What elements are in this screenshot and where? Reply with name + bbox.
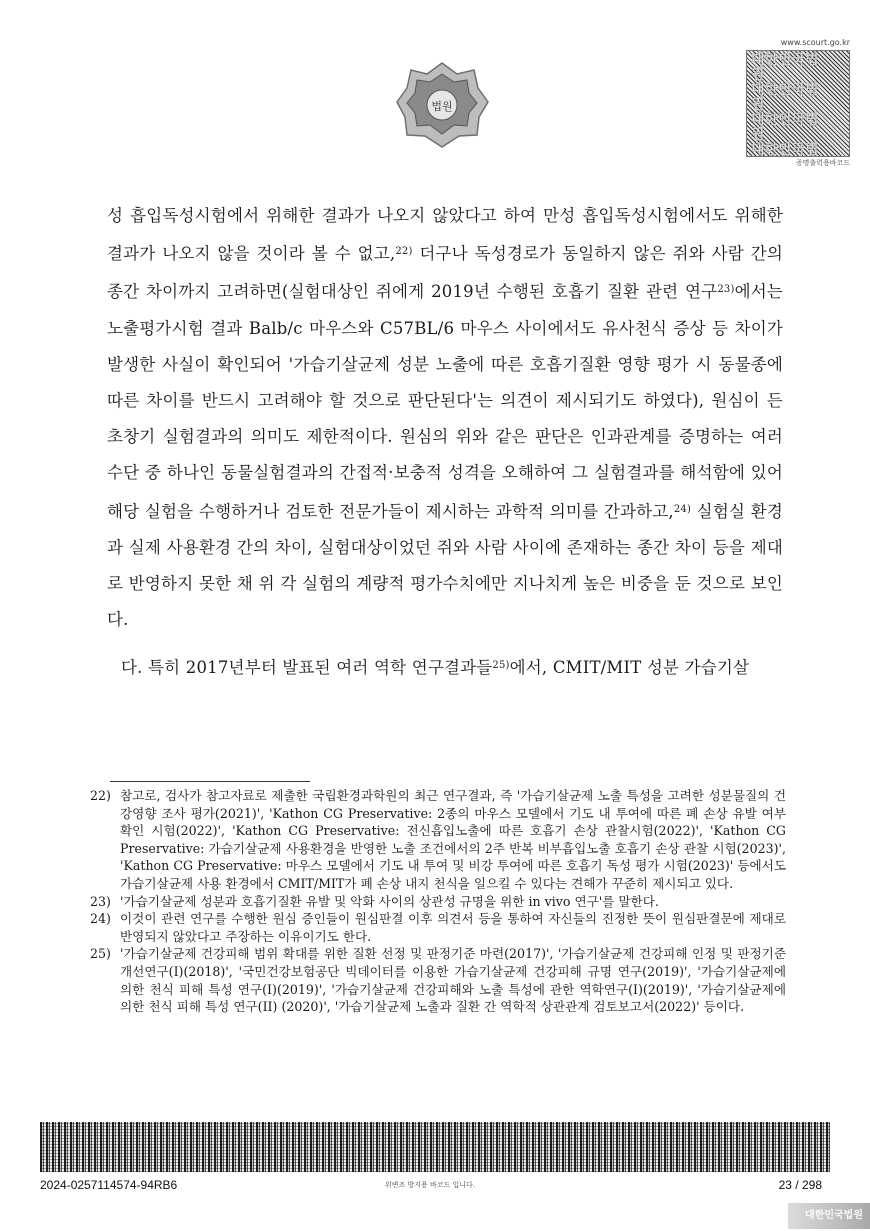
footnote-text: 이것이 관련 연구를 수행한 원심 증인들이 원심판결 이후 의견서 등을 통하여 자신들의 진정한 뜻이 원심판결문에 제대로 반영되지 않았다고 주장하는 이유이기도 한다.: [120, 911, 786, 944]
document-id: 2024-0257114574-94RB6: [40, 1178, 178, 1192]
p1-text-c: 에서는 노출평가시험 결과 Balb/c 마우스와 C57BL/6 마우스 사이에서도 유사천식 증상 등 차이가 발생한 사실이 확인되어 '가습기살균제 성분 노출에 따른 호흡기질환 영향 평가 시 동물종에 따른 차이를 반드시 고려해야 할 것으로 판단된다'는 의견이 제시되기도 하였다), 원심이 든 초창기 실험결과의 의미도 제한적이다. 원심의 위와 같은 판단은 인과관계를 증명하는 여러 수단 중 하나인 동물실험결과의 간접적·보충적 성격을 오해하여 그 실험결과를 해석함에 있어 해당 실험을 수행하거나 검토한 전문가들이 제시하는 과학적 의미를 간과하고,: [107, 282, 783, 521]
footnote-number: 25): [90, 946, 111, 962]
footnote-text: 참고로, 검사가 참고자료로 제출한 국립환경과학원의 최근 연구결과, 즉 '가습기살균제 노출 특성을 고려한 성분물질의 건강영향 조사 평가(2021)', 'Kathon CG Preservative: 2종의 마우스 모델에서 기도 내 투여에 따른 폐 손상 유발 여부 확인 시험(2022)', 'Kathon CG Preservative: 전신흡입노출에 따른 호흡기 손상 관찰시험(2022)', 'Kathon CG Preservative: 가습기살균제 사용환경을 반영한 노출 조건에서의 2주 반복 비부흡입노출 호흡기 손상 관찰 시험(2023)', 'Kathon CG Preservative: 마우스 모델에서 기도 내 투여 및 비강 투여에 따른 호흡기 독성 평가 시험(2023)' 등에서도 가습기살균제 사용 환경에서 CMIT/MIT가 폐 손상 내지 천식을 일으킬 수 있다는 견해가 꾸준히 제시되고 있다.: [120, 788, 786, 891]
brand-label: 대한민국법원: [805, 1210, 863, 1221]
stamp-line: 대한민국법원: [751, 82, 819, 113]
footnote-ref-25: 25): [492, 660, 510, 672]
anti-forgery-barcode: [40, 1122, 830, 1172]
footnote-text: '가습기살균제 건강피해 범위 확대를 위한 질환 선정 및 판정기준 마련(2017)', '가습기살균제 건강피해 인정 및 판정기준 개선연구(I)(2018)', '국민건강보험공단 빅데이터를 이용한 가습기살균제 건강피해 규명 연구(2019)', '가습기살균제에 의한 천식 피해 특성 연구(I)(2019)', '가습기살균제 건강피해와 노출 특성에 관한 역학연구(I)(2019)', '가습기살균제에 의한 천식 피해 특성 연구(II) (2020)', '가습기살균제 노출과 질환 간 역학적 상관관계 검토보고서(2022)' 등이다.: [120, 946, 786, 1015]
footnote-22: [90, 787, 786, 893]
stamp-barcode: [746, 50, 850, 157]
footnotes: [90, 787, 786, 1016]
footnote-number: 23): [90, 893, 111, 909]
paragraph-2: [107, 648, 783, 686]
p1-text-d: 실험실 환경과 실제 사용환경 간의 차이, 실험대상이었던 쥐와 사람 사이에 존재하는 종간 차이 등을 제대로 반영하지 못한 채 위 각 실험의 계량적 평가수치에만 지나치게 높은 비중을 둔 것으로 보인다.: [107, 501, 783, 630]
court-emblem: [395, 60, 490, 150]
p1-text-a: 성 흡입독성시험에서 위해한 결과가 나오지 않았다고 하여 만성 흡입독성시험에서도 위해한 결과가 나오지 않을 것이라 볼 수 없고,: [107, 206, 783, 264]
stamp-line: 대한민국법원: [751, 112, 819, 143]
stamp-line: 대한민국법: [751, 142, 819, 157]
footnote-text: '가습기살균제 성분과 호흡기질환 유발 및 악화 사이의 상관성 규명을 위한 in vivo 연구'를 말한다.: [120, 893, 659, 909]
p2-text-b: 에서, CMIT/MIT 성분 가습기살: [509, 658, 750, 678]
court-brand-badge: [788, 1203, 870, 1229]
verification-stamp: [746, 38, 850, 168]
footnote-ref-22: 22): [395, 246, 413, 258]
p1-text-b: 더구나 독성경로가 동일하지 않은 쥐와 사람 간의 종간 차이까지 고려하면(실험대상인 쥐에게 2019년 수행된 호흡기 질환 관련 연구: [107, 244, 783, 302]
paragraph-1: [107, 198, 783, 638]
barcode-note: 위변조 방지용 바코드 입니다.: [385, 1181, 476, 1189]
footnote-24: [90, 910, 786, 945]
footnote-25: [90, 945, 786, 1015]
footnote-number: 22): [90, 788, 111, 803]
stamp-caption: 증명출력용바코드: [795, 159, 850, 167]
p2-text-a: 다. 특히 2017년부터 발표된 여러 역학 연구결과들: [121, 658, 493, 678]
footnote-23: [90, 893, 786, 911]
page-number: 23 / 298: [778, 1178, 822, 1192]
footnote-number: 24): [90, 911, 111, 927]
stamp-court-text: [751, 53, 831, 157]
footnote-ref-23: 23): [717, 284, 735, 296]
stamp-line: 대한민국법원: [751, 52, 819, 83]
emblem-label: 법원: [431, 100, 453, 113]
stamp-url: www.scourt.go.kr: [780, 38, 850, 47]
court-emblem-icon: [395, 60, 490, 150]
main-body: [107, 198, 783, 687]
footnote-ref-24: 24): [673, 503, 692, 515]
footnote-divider: [110, 781, 310, 782]
